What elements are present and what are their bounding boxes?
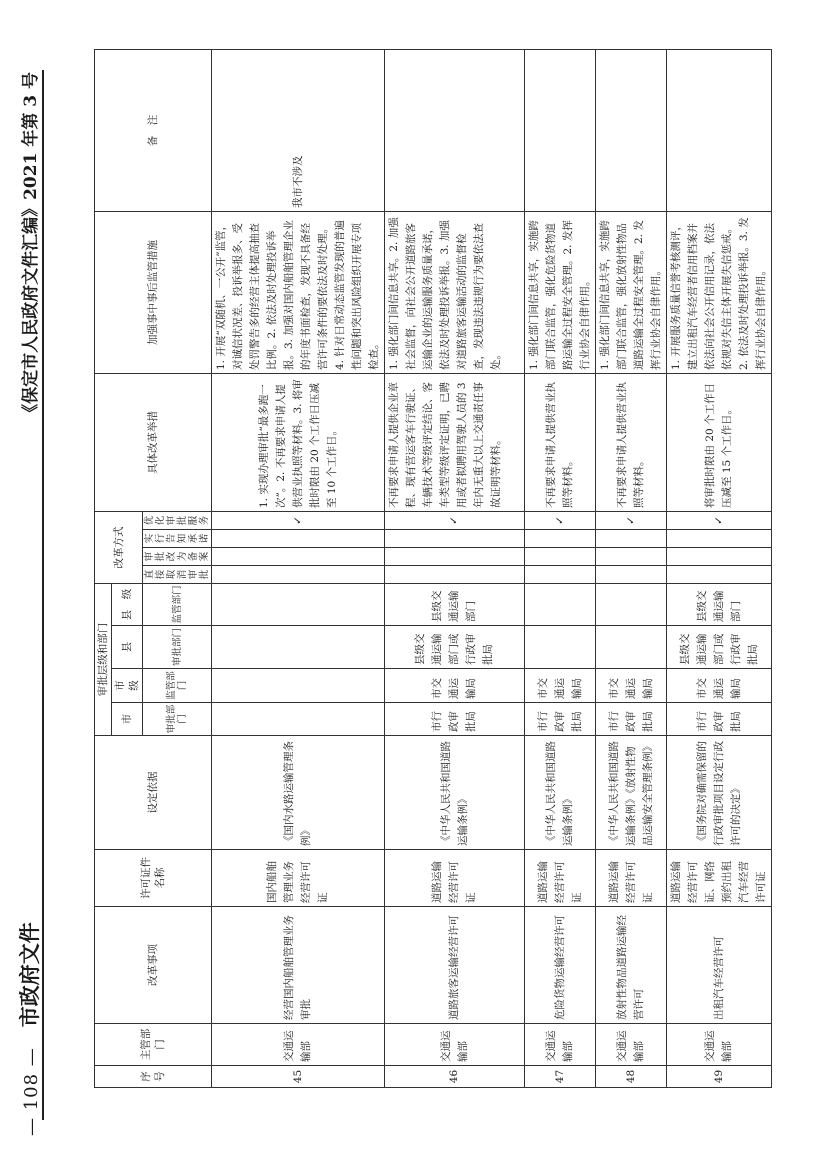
row-county-approval [525,626,596,669]
row-mode-commitment [667,530,772,548]
row-oversight: 1. 开展“双随机、一公开”监管，对诚信状况差、投诉举报多、受处罚警告多的经营主体提高抽查比例。2. 依法及时处理投诉举报。3. 加强对国内船舶管理企业的年度书面检查，发现不具备经营许可条件的要依法及时处理。4. 针对日常动态监管发现的普遍性问题和突出风险组织开展专项检查。 [212,212,385,374]
row-mode-filing [525,548,596,566]
table-row [385,50,525,1088]
row-county-supervision [596,584,667,626]
row-mode-optimize-check: ✓ [385,512,525,530]
row-mode-optimize-check: ✓ [212,512,385,530]
row-city-approval: 市行政审批局 [596,703,667,736]
row-measures: 不再要求申请人提供营业执照等材料。 [525,374,596,512]
row-mode-commitment [596,530,667,548]
row-measures: 不再要求申请人提供营业执照等材料。 [596,374,667,512]
header-city: 市 [112,703,143,736]
row-remarks [385,50,525,212]
row-dept: 交通运输部 [525,1024,596,1066]
row-seq: 49 [667,1066,772,1088]
header-city-supervision: 监管部门 [143,669,212,703]
row-dept: 交通运输部 [667,1024,772,1066]
header-county: 县 [112,626,143,669]
header-county-approval: 审批部门 [143,626,212,669]
row-county-approval: 县级交通运输部门或行政审批局 [667,626,772,669]
row-remarks [525,50,596,212]
reform-items-table [94,49,772,1088]
row-city-supervision: 市交通运输局 [525,669,596,703]
header-mode-optimize: 优化审批服务 [143,512,212,530]
page-number: — 108 — [21,1047,42,1136]
row-county-supervision [525,584,596,626]
table-row [596,50,667,1088]
row-measures: 1. 实现办理审批“最多跑一次”。2. 不再要求申请人提供营业执照等材料。3. 将审批时限由 20 个工作日压减至 10 个工作日。 [212,374,385,512]
header-permit: 许可证件名称 [95,850,212,907]
row-measures: 将审批时限由 20 个工作日压减至 15 个工作日。 [667,374,772,512]
header-seq: 序号 [95,1066,212,1088]
row-item: 道路旅客运输经营许可 [385,907,525,1024]
row-seq: 48 [596,1066,667,1088]
row-mode-optimize-check: ✓ [596,512,667,530]
row-oversight: 1. 强化部门间信息共享，实施跨部门联合监管，强化危险货物道路运输全过程安全管理。2. 发挥行业协会自律作用。 [525,212,596,374]
header-basis: 设定依据 [95,736,212,850]
row-oversight: 1. 强化部门间信息共享，实施跨部门联合监管，强化放射性物品道路运输全过程安全管理。2. 发挥行业协会自律作用。 [596,212,667,374]
row-dept: 交通运输部 [596,1024,667,1066]
header-mode-cancel: 直接取消审批 [143,566,212,584]
header-rule [42,70,44,1120]
row-mode-filing [667,548,772,566]
table-row [525,50,596,1088]
section-title: 市政府文件 [18,922,42,1028]
row-county-approval [212,626,385,669]
header-dept: 主管部门 [95,1024,212,1066]
row-city-supervision: 市交通运输局 [667,669,772,703]
row-county-supervision [212,584,385,626]
table-row [212,50,385,1088]
header-left [14,922,44,1136]
row-dept: 交通运输部 [212,1024,385,1066]
row-county-supervision: 县级交通运输部门 [667,584,772,626]
row-mode-filing [596,548,667,566]
table-row [667,50,772,1088]
row-permit: 国内船舶管理业务经营许可证 [212,850,385,907]
header-county-level: 县 级 [112,584,143,626]
row-remarks [667,50,772,212]
row-mode-commitment [212,530,385,548]
header-mode-filing: 审批改为备案 [143,548,212,566]
header-city-approval: 审批部门 [143,703,212,736]
row-mode-cancel [212,566,385,584]
header-reform-mode: 改革方式 [95,512,143,584]
row-mode-cancel [667,566,772,584]
row-basis: 《国内水路运输管理条例》 [212,736,385,850]
header-remarks: 备 注 [95,50,212,212]
row-city-supervision [212,669,385,703]
header-mode-commitment: 实行告知承诺 [143,530,212,548]
row-permit: 道路运输经营许可证 [525,850,596,907]
row-seq: 47 [525,1066,596,1088]
row-remarks [596,50,667,212]
row-mode-cancel [596,566,667,584]
row-city-approval: 市行政审批局 [525,703,596,736]
row-measures: 不再要求申请人提供企业章程、现有营运客车行驶证、车辆技术等级评定结论、客车类型等级评定证明，已聘用或者拟聘用驾驶人员的 3 年内无重大以上交通责任事故证明等材料。 [385,374,525,512]
row-mode-cancel [525,566,596,584]
row-county-approval: 县级交通运输部门或行政审批局 [385,626,525,669]
row-mode-commitment [385,530,525,548]
row-city-approval: 市行政审批局 [385,703,525,736]
row-city-approval [212,703,385,736]
row-city-approval: 市行政审批局 [667,703,772,736]
header-city-level: 市 级 [112,669,143,703]
row-item: 出租汽车经营许可 [667,907,772,1024]
row-item: 危险货物运输经营许可 [525,907,596,1024]
row-city-supervision: 市交通运输局 [385,669,525,703]
row-basis: 《国务院对确需保留的行政审批项目设定行政许可的决定》 [667,736,772,850]
header-county-supervision: 监管部门 [143,584,212,626]
row-seq: 46 [385,1066,525,1088]
row-mode-commitment [525,530,596,548]
row-dept: 交通运输部 [385,1024,525,1066]
header-oversight: 加强事中事后监管措施 [95,212,212,374]
row-basis: 《中华人民共和国道路运输条例》《放射性物品运输安全管理条例》 [596,736,667,850]
row-permit: 道路运输经营许可证 [385,850,525,907]
publication-title: 《保定市人民政府文件汇编》2021 年第 3 号 [21,72,41,421]
header-approval-level: 审批层级和部门 [95,584,112,736]
row-oversight: 1. 开展服务质量信誉考核测评，建立出租汽车经营者信用档案并依法向社会公开信用记录，依法依规对失信主体开展失信惩戒。2. 依法及时处理投诉举报。3. 发挥行业协会自律作用。 [667,212,772,374]
row-item: 放射性物品道路运输经营许可 [596,907,667,1024]
header-measures: 具体改革举措 [95,374,212,512]
row-city-supervision: 市交通运输局 [596,669,667,703]
row-permit: 道路运输经营许可证 [596,850,667,907]
row-mode-cancel [385,566,525,584]
row-mode-optimize-check: ✓ [525,512,596,530]
row-oversight: 1. 强化部门间信息共享。2. 加强社会监督，向社会公开道路旅客运输企业的运输服务质量承诺，依法及时处理投诉举报。3. 加强对道路旅客运输活动的监督检查，发现违法违规行为要依法查处。 [385,212,525,374]
row-permit: 道路运输经营许可证、网络预约出租汽车经营许可证 [667,850,772,907]
header-item: 改革事项 [95,907,212,1024]
row-basis: 《中华人民共和国道路运输条例》 [525,736,596,850]
row-mode-optimize-check: ✓ [667,512,772,530]
row-seq: 45 [212,1066,385,1088]
row-remarks: 我市不涉及 [212,50,385,212]
row-county-supervision: 县级交通运输部门 [385,584,525,626]
row-item: 经营国内船舶管理业务审批 [212,907,385,1024]
row-county-approval [596,626,667,669]
row-mode-filing [385,548,525,566]
row-mode-filing [212,548,385,566]
row-basis: 《中华人民共和国道路运输条例》 [385,736,525,850]
